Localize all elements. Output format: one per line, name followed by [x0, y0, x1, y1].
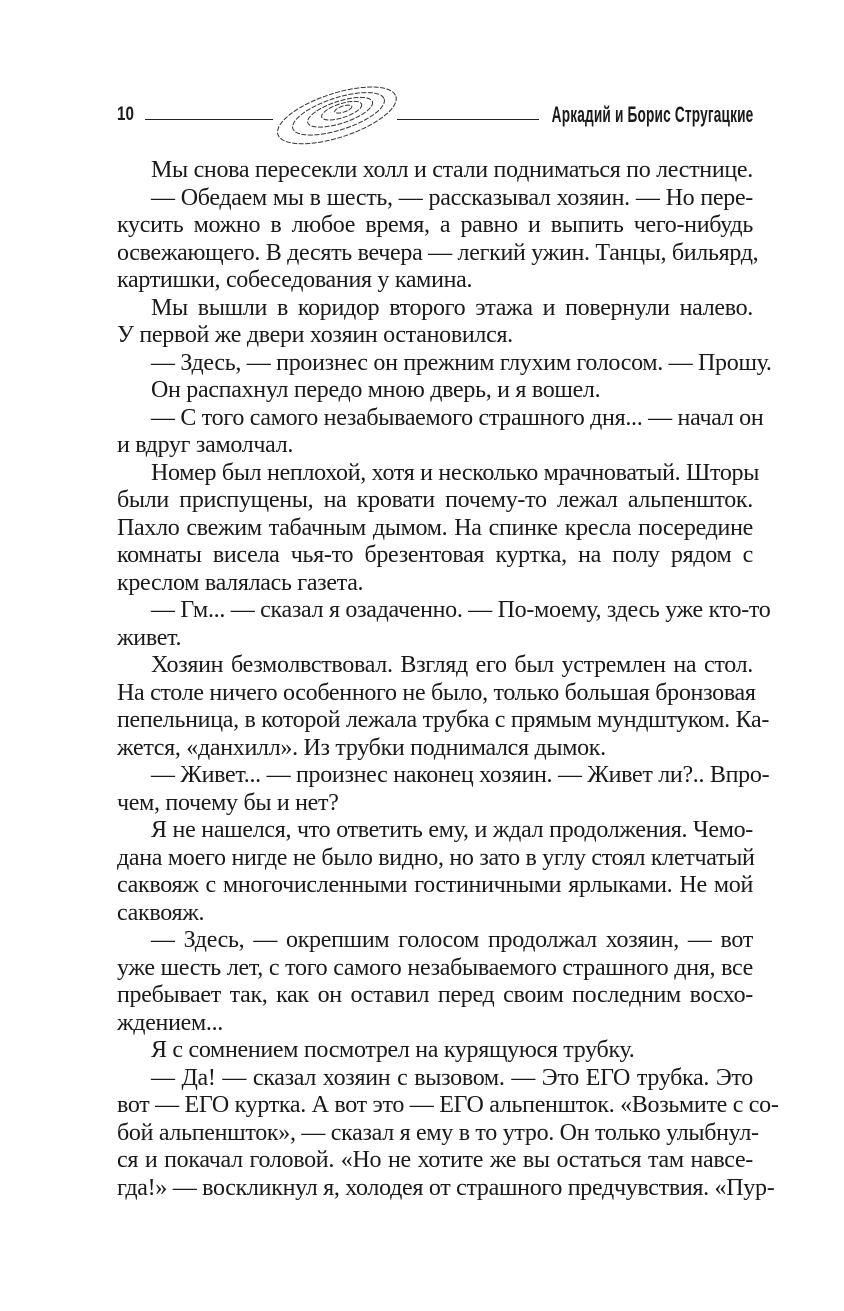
text-line: — Да! — сказал хозяин с вызовом. — Это ЕГО трубка. Это: [151, 1064, 753, 1091]
text-line: живет.: [117, 624, 182, 651]
text-line: и вдруг замолчал.: [117, 432, 294, 458]
text-line: вот — ЕГО куртка. А вот это — ЕГО альпеншток. «Возьмите с со-: [117, 1092, 779, 1118]
text-line: Я с сомнением посмотрел на курящуюся трубку.: [151, 1037, 635, 1063]
text-line: пребывает так, как он оставил перед своим последним восхо-: [117, 982, 753, 1008]
text-line: жется, «данхилл». Из трубки поднимался дымок.: [117, 734, 606, 761]
text-line: креслом валялась газета.: [117, 569, 364, 596]
text-line: бой альпеншток», — сказал я ему в то утро. Он только улыбнул-: [117, 1119, 759, 1146]
text-line: ждением...: [117, 1009, 223, 1036]
text-line: Мы вышли в коридор второго этажа и повернули налево.: [151, 294, 753, 321]
book-author: Аркадий и Борис Стругацкие: [551, 102, 753, 127]
text-line: кусить можно в любое время, а равно и выпить чего-нибудь: [117, 212, 753, 238]
text-line: комнаты висела чья-то брезентовая куртка, на полу рядом с: [117, 542, 753, 568]
text-line: Он распахнул передо мною дверь, и я вошел.: [151, 377, 601, 403]
text-line: чем, почему бы и нет?: [117, 789, 339, 816]
text-line: — Живет... — произнес наконец хозяин. — Живет ли?.. Впро-: [151, 762, 770, 788]
text-line: картишки, собеседования у камина.: [117, 267, 473, 293]
page-number: 10: [117, 104, 134, 125]
text-line: Хозяин безмолвствовал. Взгляд его был устремлен на стол.: [151, 652, 753, 678]
running-header: [117, 100, 753, 136]
text-line: Пахло свежим табачным дымом. На спинке кресла посередине: [117, 514, 753, 541]
text-line: — Здесь, — окрепшим голосом продолжал хозяин, — вот: [151, 927, 753, 953]
text-line: На столе ничего особенного не было, только большая бронзовая: [117, 679, 756, 706]
text-line: освежающего. В десять вечера — легкий ужин. Танцы, бильярд,: [117, 239, 759, 266]
text-line: — Обедаем мы в шесть, — рассказывал хозяин. — Но пере-: [151, 184, 753, 211]
header-rule-left: [145, 119, 273, 120]
page-body-text: [117, 157, 779, 1202]
text-line: гда!» — воскликнул я, холодея от страшного предчувствия. «Пур-: [117, 1174, 775, 1201]
text-line: пепельница, в которой лежала трубка с прямым мундштуком. Ка-: [117, 707, 770, 733]
text-line: Мы снова пересекли холл и стали подниматься по лестнице.: [151, 157, 753, 183]
text-line: — С того самого незабываемого страшного дня... — начал он: [151, 404, 764, 431]
text-line: были приспущены, на кровати почему-то лежал альпеншток.: [117, 487, 753, 513]
text-line: саквояж.: [117, 899, 205, 926]
header-rule-right: [397, 119, 539, 120]
spiral-icon: [267, 80, 403, 152]
text-line: ся и покачал головой. «Но не хотите же вы остаться там навсе-: [117, 1147, 753, 1173]
text-line: Номер был неплохой, хотя и несколько мрачноватый. Шторы: [151, 459, 760, 486]
text-line: Я не нашелся, что ответить ему, и ждал продолжения. Чемо-: [151, 817, 753, 843]
text-line: — Гм... — сказал я озадаченно. — По-моему, здесь уже кто-то: [151, 597, 771, 623]
text-line: уже шесть лет, с того самого незабываемого страшного дня, все: [117, 954, 753, 981]
text-line: — Здесь, — произнес он прежним глухим голосом. — Прошу.: [151, 349, 772, 376]
text-line: дана моего нигде не было видно, но зато в углу стоял клетчатый: [117, 844, 755, 871]
text-line: У первой же двери хозяин остановился.: [117, 322, 513, 348]
text-line: саквояж с многочисленными гостиничными ярлыками. Не мой: [117, 872, 753, 898]
